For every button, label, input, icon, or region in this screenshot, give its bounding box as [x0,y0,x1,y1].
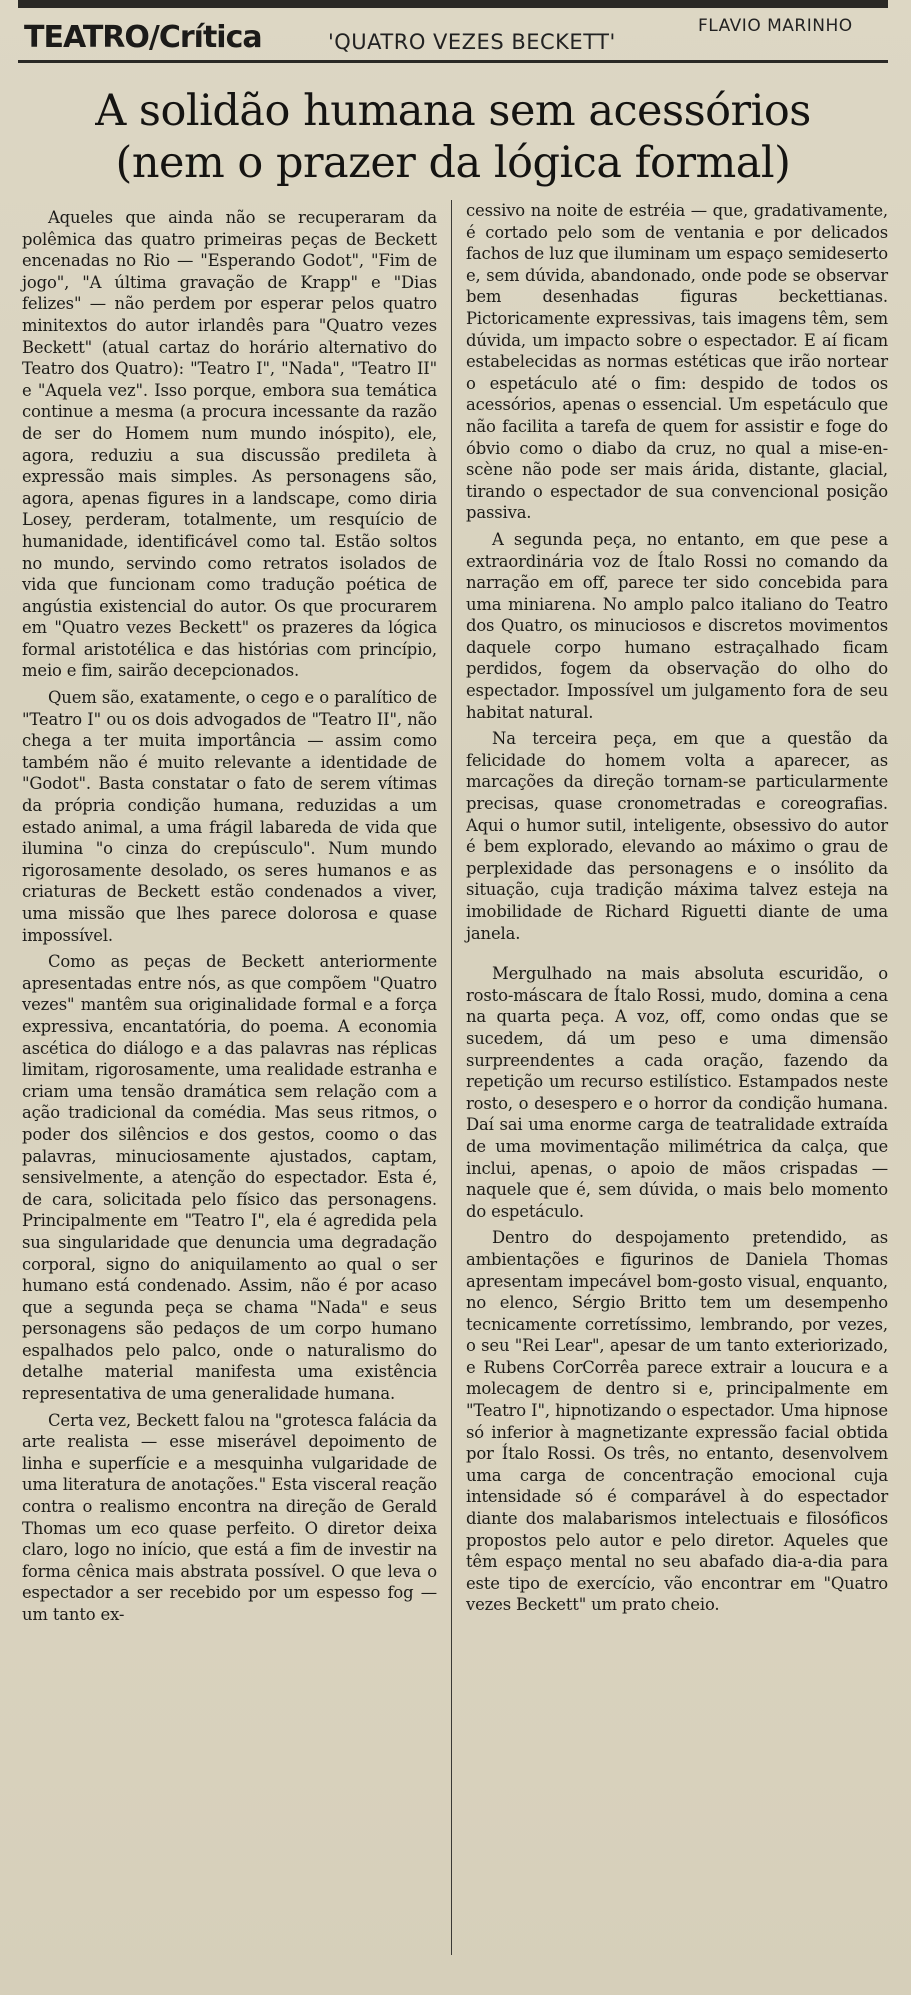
paragraph: Certa vez, Beckett falou na "grotesca falácia da arte realista — esse miserável depoimento de linha e superfície e a mesquinha vulgaridade de uma literatura de anotações." Esta visceral reação contra o realismo encontra na direção de Gerald Thomas um eco quase perfeito. O diretor deixa claro, logo no início, que está a fim de investir na forma cênica mais abstrata possível. O que leva o espectador a ser recebido por um espesso fog — um tanto ex- [22,1410,437,1624]
left-column [22,207,437,1631]
article-header [18,16,888,60]
paragraph: cessivo na noite de estréia — que, gradativamente, é cortado pelo som de ventania e por delicados fachos de luz que iluminam um espaço semideserto e, sem dúvida, abandonado, onde pode se observar bem desenhadas figuras beckettianas. Pictoricamente expressivas, tais imagens têm, sem dúvida, um impacto sobre o espectador. E aí ficam estabelecidas as normas estéticas que irão nortear o espetáculo até o fim: despido de todos os acessórios, apenas o essencial. Um espetáculo que não facilita a tarefa de quem for assistir e foge do óbvio como o diabo da cruz, no qual a mise-en-scène não pode ser mais árida, distante, glacial, tirando o espectador de sua convencional posição passiva. [466,201,888,523]
paragraph: Mergulhado na mais absoluta escuridão, o rosto-máscara de Ítalo Rossi, mudo, domina a cena na quarta peça. A voz, off, como ondas que se sucedem, dá um peso e uma dimensão surpreendentes a cada oração, fazendo da repetição um recurso estilístico. Estampados neste rosto, o desespero e o horror da condição humana. Daí sai uma enorme carga de teatralidade extraída de uma movimentação milimétrica da calça, que inclui, apenas, o apoio de mãos crispadas — naquele que é, sem dúvida, o mais belo momento do espetáculo. [466,964,888,1221]
top-rule [18,0,888,8]
paragraph: Como as peças de Beckett anteriormente apresentadas entre nós, as que compõem "Quatro vezes" mantêm sua originalidade formal e a força expressiva, encantatória, do poema. A economia ascética do diálogo e a das palavras nas réplicas limitam, rigorosamente, uma realidade estranha e criam uma tensão dramática sem relação com a ação tradicional da comédia. Mas seus ritmos, o poder dos silêncios e dos gestos, coomo o das palavras, minuciosamente ajustados, captam, sensivelmente, a atenção do espectador. Esta é, de cara, solicitada pelo físico das personagens. Principalmente em "Teatro I", ela é agredida pela sua singularidade que denuncia uma degradação corporal, signo do aniquilamento ao qual o ser humano está condenado. Assim, não é por acaso que a segunda peça se chama "Nada" e seus personagens são pedaços de um corpo humano espalhados pelo palco, onde o naturalismo do detalhe material manifesta uma existência representativa de uma generalidade humana. [22,952,437,1404]
paragraph: Dentro do despojamento pretendido, as ambientações e figurinos de Daniela Thomas apresentam impecável bom-gosto visual, enquanto, no elenco, Sérgio Britto tem um desempenho tecnicamente corretíssimo, lembrando, por vezes, o seu "Rei Lear", apesar de um tanto exteriorizado, e Rubens CorCorrêa parece extrair a loucura e a molecagem de dentro si e, principalmente em "Teatro I", hipnotizando o espectador. Uma hipnose só inferior à magnetizante expressão facial obtida por Ítalo Rossi. Os três, no entanto, desenvolvem uma carga de concentração emocional cuja intensidade só é comparável à do espectador diante dos malabarismos intelectuais e filosóficos propostos pelo autor e pelo diretor. Aqueles que têm espaço mental no seu abafado dia-a-dia para este tipo de exercício, vão encontrar em "Quatro vezes Beckett" um prato cheio. [466,1228,888,1615]
headline-line-2: (nem o prazer da lógica formal) [115,138,791,188]
paragraph: Quem são, exatamente, o cego e o paralítico de "Teatro I" ou os dois advogados de "Teatro II", não chega a ter muita importância — assim como também não é muito relevante a identidade de "Godot". Basta constatar o fato de serem vítimas da própria condição humana, reduzidas a um estado animal, a uma frágil labareda de vida que ilumina "o cinza do crepúsculo". Num mundo rigorosamente desolado, os seres humanos e as criaturas de Beckett estão condenados a viver, uma missão que lhes parece dolorosa e quase impossível. [22,688,437,945]
paragraph: A segunda peça, no entanto, em que pese a extraordinária voz de Ítalo Rossi no comando da narração em off, parece ter sido concebida para uma miniarena. No amplo palco italiano do Teatro dos Quatro, os minuciosos e discretos movimentos daquele corpo humano estraçalhado ficam perdidos, fogem da observação do olho do espectador. Impossível um julgamento fora de seu habitat natural. [466,529,888,722]
paragraph-gap [466,949,888,963]
headline [18,85,888,189]
headline-line-1: A solidão humana sem acessórios [95,86,811,136]
right-column [466,200,888,1621]
author-byline: FLAVIO MARINHO [698,16,853,36]
paragraph: Na terceira peça, em que a questão da felicidade do homem volta a aparecer, as marcações da direção tornam-se particularmente precisas, quase cronometradas e coreografias. Aqui o humor sutil, inteligente, obsessivo do autor é bem explorado, elevando ao máximo o grau de perplexidade das personagens e o insólito da situação, cuja tradição máxima talvez esteja na imobilidade de Richard Riguetti diante de uma janela. [466,729,888,943]
review-title: 'QUATRO VEZES BECKETT' [328,30,616,54]
header-rule [18,60,888,63]
column-divider [451,200,452,1955]
paragraph: Aqueles que ainda não se recuperaram da polêmica das quatro primeiras peças de Beckett encenadas no Rio — "Esperando Godot", "Fim de jogo", "A última gravação de Krapp" e "Dias felizes" — não perdem por esperar pelos quatro minitextos do autor irlandês para "Quatro vezes Beckett" (atual cartaz do horário alternativo do Teatro dos Quatro): "Teatro I", "Nada", "Teatro II" e "Aquela vez". Isso porque, embora sua temática continue a mesma (a procura incessante da razão de ser do Homem num mundo inóspito), ele, agora, reduziu a sua discussão predileta à expressão mais simples. As personagens são, agora, apenas figures in a landscape, como diria Losey, perderam, totalmente, um resquício de humanidade, identificável como tal. Estão soltos no mundo, servindo como retratos isolados de vida que funcionam como tradução poética de angústia existencial do autor. Os que procurarem em "Quatro vezes Beckett" os prazeres da lógica formal aristotélica e das histórias com princípio, meio e fim, sairão decepcionados. [22,208,437,681]
section-name: TEATRO/Crítica [24,20,262,55]
